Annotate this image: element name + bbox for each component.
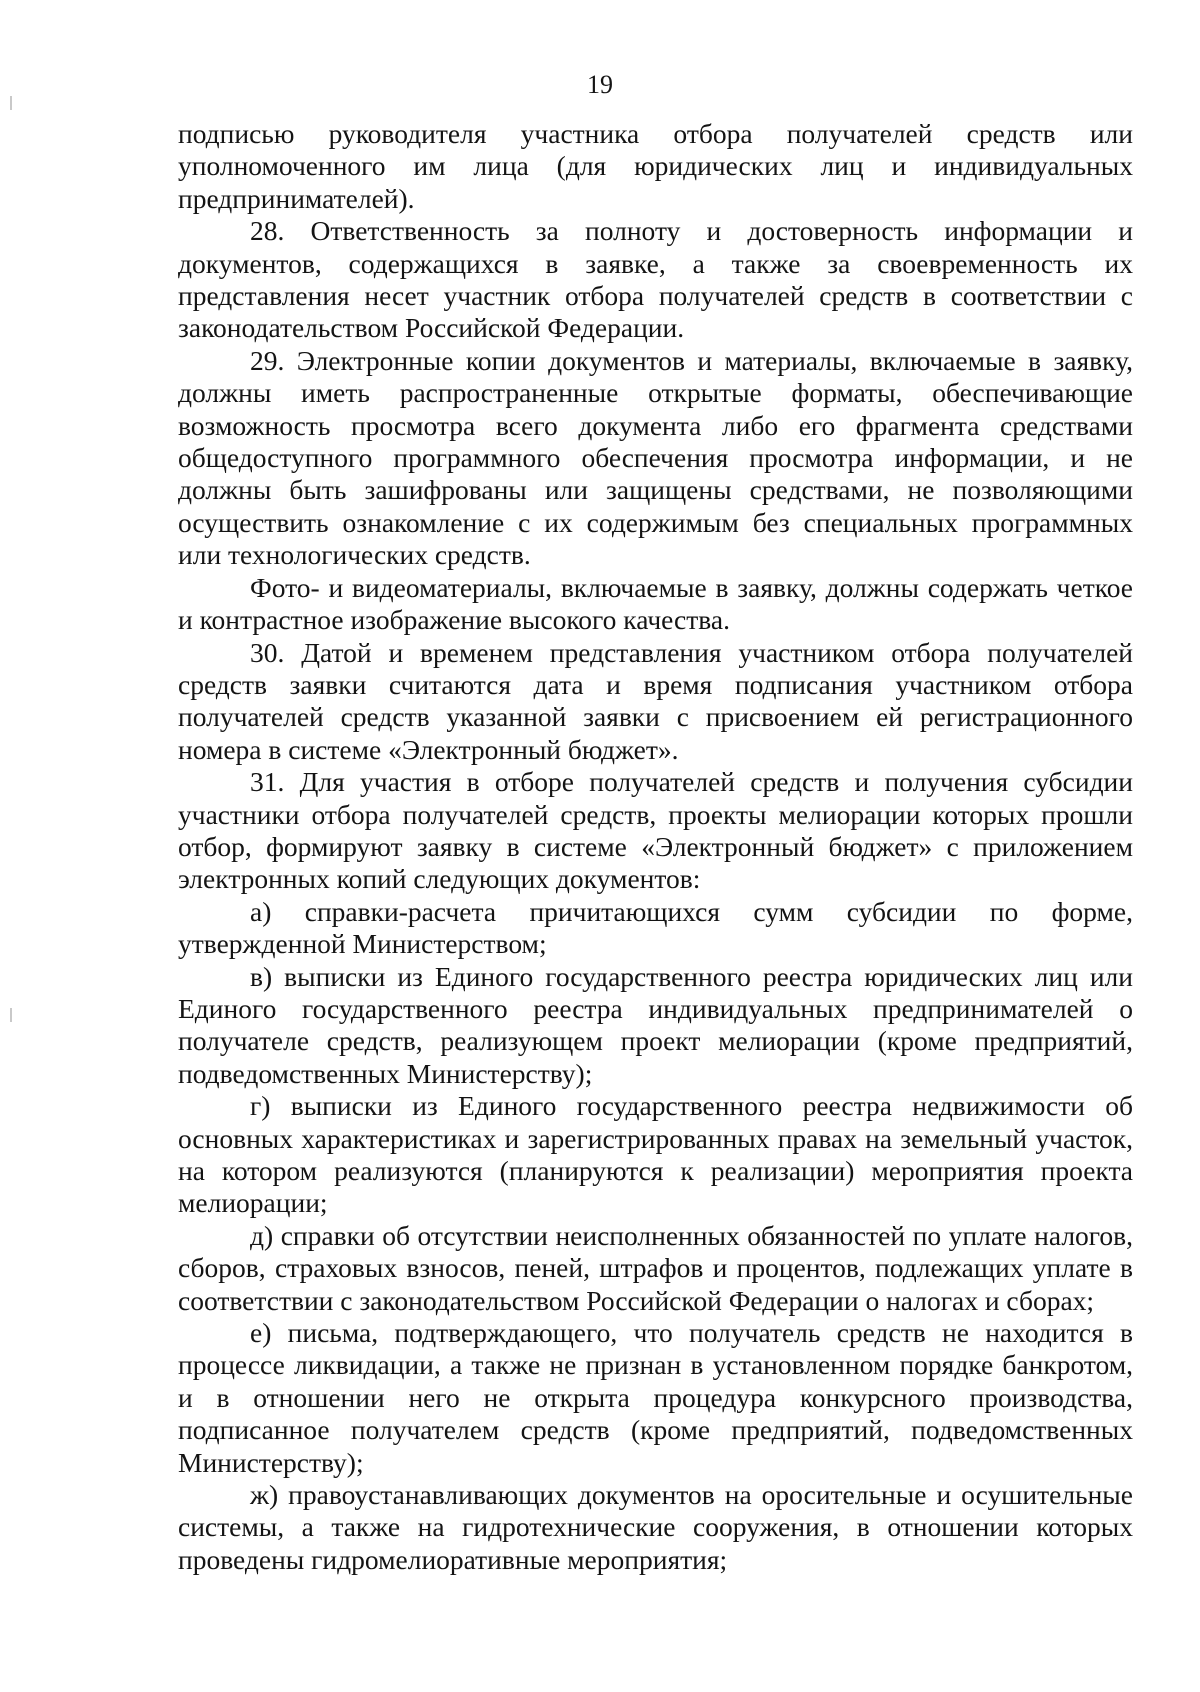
list-item-d: д) справки об отсутствии неисполненных обязанностей по уплате налогов, сборов, страховых взносов, пеней, штрафов и процентов, подлежащих уплате в соответствии с законодательством Российской Федерации о налогах и сборах;: [178, 1219, 1133, 1316]
list-item-zh: ж) правоустанавливающих документов на оросительные и осушительные системы, а также на гидротехнические сооружения, в отношении которых проведены гидромелиоративные мероприятия;: [178, 1479, 1133, 1575]
list-item-g: г) выписки из Единого государственного реестра недвижимости об основных характеристиках и зарегистрированных правах на земельный участок, на котором реализуются (планируются к реализации) мероприятия проекта мелиорации;: [178, 1090, 1133, 1219]
page-number: 19: [587, 70, 613, 99]
paragraph-continuation: подписью руководителя участника отбора получателей средств или уполномоченного им лица (для юридических лиц и индивидуальных предпринимателей).: [178, 118, 1133, 214]
scan-margin-mark: [10, 1008, 12, 1022]
paragraph-30: 30. Датой и временем представления участником отбора получателей средств заявки считаются дата и время подписания участником отбора получателей средств указанной заявки с присвоением ей регистрационного номера в системе «Электронный бюджет».: [178, 636, 1133, 765]
paragraph-29: 29. Электронные копии документов и материалы, включаемые в заявку, должны иметь распространенные открытые форматы, обеспечивающие возможность просмотра всего документа либо его фрагмента средствами общедоступного программного обеспечения просмотра информации, и не должны быть зашифрованы или защищены средствами, не позволяющими осуществить ознакомление с их содержимым без специальных программных или технологических средств.: [178, 344, 1133, 571]
document-body: [178, 118, 1133, 1576]
list-item-e: е) письма, подтверждающего, что получатель средств не находится в процессе ликвидации, а также не признан в установленном порядке банкротом, и в отношении него не открыта процедура конкурсного производства, подписанное получателем средств (кроме предприятий, подведомственных Министерству);: [178, 1317, 1133, 1478]
paragraph-28: 28. Ответственность за полноту и достоверность информации и документов, содержащихся в заявке, а также за своевременность их представления несет участник отбора получателей средств в соответствии с законодательством Российской Федерации.: [178, 215, 1133, 344]
list-item-v: в) выписки из Единого государственного реестра юридических лиц или Единого государственного реестра индивидуальных предпринимателей о получателе средств, реализующем проект мелиорации (кроме предприятий, подведомственных Министерству);: [178, 960, 1133, 1089]
paragraph-29-photo-video: Фото- и видеоматериалы, включаемые в заявку, должны содержать четкое и контрастное изображение высокого качества.: [178, 571, 1133, 636]
paragraph-31: 31. Для участия в отборе получателей средств и получения субсидии участники отбора получателей средств, проекты мелиорации которых прошли отбор, формируют заявку в системе «Электронный бюджет» с приложением электронных копий следующих документов:: [178, 766, 1133, 895]
list-item-a: а) справки-расчета причитающихся сумм субсидии по форме, утвержденной Министерством;: [178, 895, 1133, 960]
